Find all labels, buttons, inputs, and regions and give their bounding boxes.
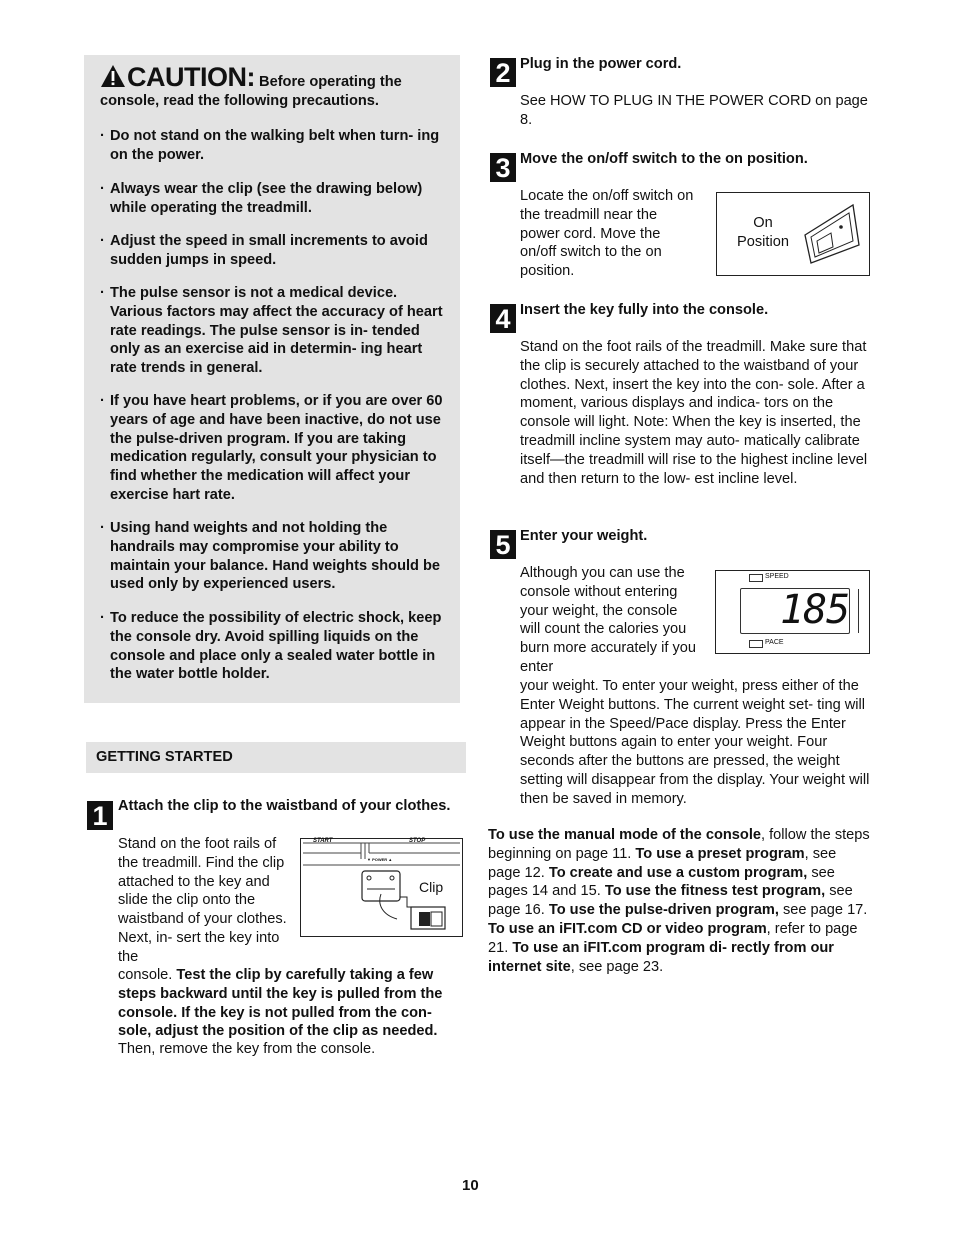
- reference-text: see page 17.: [778, 902, 868, 919]
- section-title: GETTING STARTED: [96, 749, 233, 765]
- power-label: ▼ POWER ▲: [367, 857, 393, 862]
- step-number-4: 4: [490, 304, 516, 333]
- step-number-5: 5: [490, 530, 516, 559]
- start-label: START: [313, 838, 333, 844]
- pace-indicator-icon: [749, 640, 763, 648]
- step1-text: Stand on the foot rails of the treadmill. Find the clip attached to the key and slide the clip onto the waistband of your clothes. Next, in- sert the key into the: [118, 836, 287, 965]
- caution-intro: Before operating the console, read the following precautions.: [100, 74, 402, 109]
- reference-text: , refer to page 21.: [488, 920, 858, 956]
- program-reference: To use the pulse-driven program,: [548, 902, 779, 919]
- step5-text: Although you can use the console without entering your weight, the console will count the calories you burn more accurately if you enter: [520, 565, 697, 675]
- reference-text: , see page 23.: [570, 958, 664, 975]
- reference-text: , follow the steps beginning on page 11.: [488, 827, 870, 862]
- on-off-switch-icon: [801, 201, 863, 267]
- program-reference: To use a preset program: [635, 845, 805, 862]
- program-reference: To use the fitness test program,: [604, 883, 826, 900]
- weight-value: 185: [780, 587, 850, 633]
- caution-bullet: · Do not stand on the walking belt when turn- ing on the power.: [100, 128, 440, 163]
- step2-text: See HOW TO PLUG IN THE POWER CORD on page 8.: [520, 93, 868, 128]
- step3-heading: Move the on/off switch to the on position.: [520, 151, 808, 167]
- on-position-figure: [716, 192, 870, 276]
- weight-display-figure: [715, 570, 870, 654]
- warning-triangle-icon: [100, 64, 126, 88]
- caution-bullet: · Adjust the speed in small increments to avoid sudden jumps in speed.: [100, 233, 428, 268]
- step4-heading: Insert the key fully into the console.: [520, 302, 769, 318]
- program-reference: To use an iFIT.com program di- rectly from our internet site: [488, 939, 834, 975]
- program-reference: To use an iFIT.com CD or video program: [488, 920, 767, 937]
- step5-heading: Enter your weight.: [520, 528, 648, 544]
- program-reference: To create and use a custom program,: [548, 864, 808, 881]
- step5-text-continued: your weight. To enter your weight, press either of the Enter Weight buttons. The current weight set- ting will appear in the Speed/Pace display. Press the Enter Weight buttons again to enter your weight. Four seconds after the buttons are pressed, the weight setting will disappear from the display. Your weight will then be saved in memory.: [520, 678, 870, 807]
- step3-text: Locate the on/off switch on the treadmill near the power cord. Move the on/off switch to the on position.: [520, 188, 694, 280]
- reference-text: see page 16.: [488, 883, 853, 919]
- step1-heading: Attach the clip to the waistband of your clothes.: [118, 798, 451, 814]
- caution-title: CAUTION:: [127, 62, 255, 92]
- step-number-3: 3: [490, 153, 516, 182]
- reference-text: , see page 12.: [488, 845, 837, 881]
- caution-bullet: · If you have heart problems, or if you are over 60 years of age and have been inactive, do not use the pulse-driven program. If you are taking medication regularly, consult your physician to find whether the medication will affect your exercise hart rate.: [100, 393, 443, 503]
- step1-text-continued: console. Test the clip by carefully taking a few steps backward until the key is pulled from the console. If the key is not pulled from the con- sole, adjust the position of the clip as needed.: [118, 967, 443, 1040]
- speed-indicator-icon: [749, 574, 763, 582]
- pace-label: PACE: [765, 639, 784, 646]
- caution-heading: [100, 64, 445, 111]
- page-number: 10: [462, 1177, 479, 1194]
- on-position-label: On Position: [737, 215, 789, 250]
- caution-bullet: · To reduce the possibility of electric shock, keep the console dry. Avoid spilling liquids on the console and place only a sealed water bottle in the water bottle holder.: [100, 610, 442, 683]
- program-references-paragraph: [488, 826, 872, 976]
- clip-figure: [300, 838, 463, 937]
- reference-text: see pages 14 and 15.: [488, 864, 835, 900]
- caution-bullet: · Always wear the clip (see the drawing below) while operating the treadmill.: [100, 181, 423, 216]
- step2-heading: Plug in the power cord.: [520, 56, 682, 72]
- caution-bullet: · The pulse sensor is not a medical device. Various factors may affect the accuracy of heart rate readings. The pulse sensor is in- tended only as an exercise aid in determin- ing heart rate trends in general.: [100, 285, 443, 377]
- step-number-2: 2: [490, 58, 516, 87]
- speed-label: SPEED: [765, 573, 789, 580]
- display-edge: [858, 589, 859, 633]
- program-reference: To use the manual mode of the console: [488, 827, 761, 843]
- caution-bullet: · Using hand weights and not holding the handrails may compromise your ability to maintain your balance. Hand weights should be used only by experienced users.: [100, 520, 441, 593]
- step-number-1: 1: [87, 801, 113, 830]
- clip-label: Clip: [419, 879, 444, 895]
- step4-text: Stand on the foot rails of the treadmill. Make sure that the clip is securely attached to the waistband of your clothes. Next, insert the key into the con- sole. After a moment, various displays and indica- tors on the console will light. Note: When the key is inserted, the treadmill incline system may auto- matically calibrate itself—the treadmill will rise to the highest incline level and then return to the low- est incline level.: [520, 339, 868, 487]
- step1-text-end: Then, remove the key from the console.: [118, 1041, 376, 1057]
- stop-label: STOP: [409, 838, 426, 844]
